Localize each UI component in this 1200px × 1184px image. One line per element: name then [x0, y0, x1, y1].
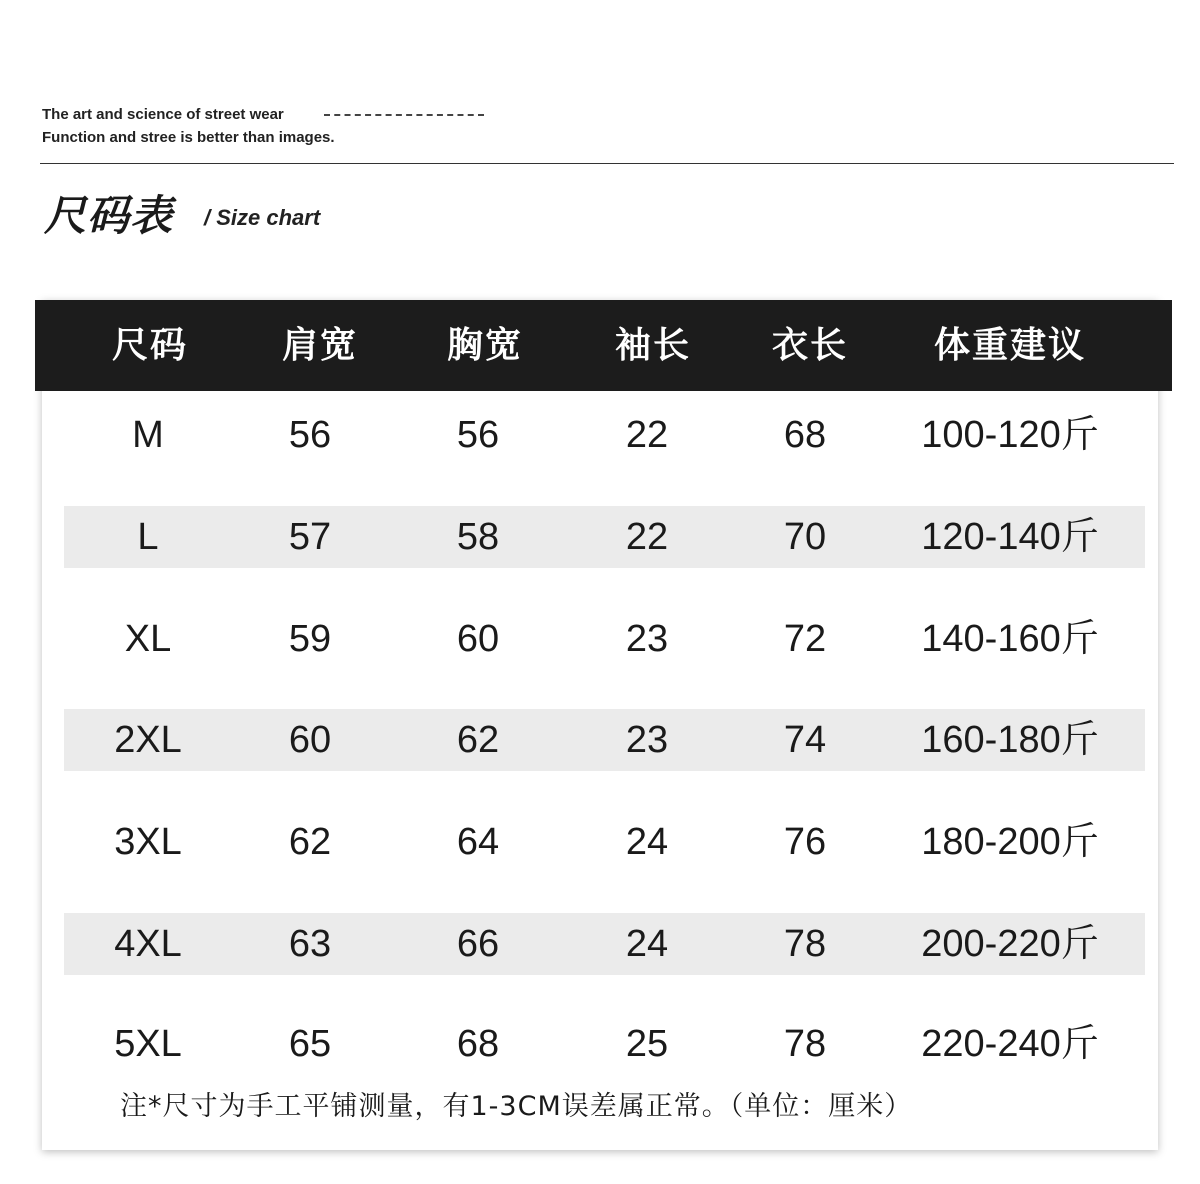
cell-chest: 60	[456, 618, 500, 660]
cell-chest: 58	[456, 516, 500, 558]
cell-sleeve: 24	[625, 923, 669, 965]
cell-shoulder: 56	[288, 414, 332, 456]
cell-sleeve: 22	[625, 414, 669, 456]
table-row	[64, 913, 1145, 975]
table-row	[64, 1013, 1145, 1075]
column-header-length: 衣长	[771, 325, 848, 366]
cell-shoulder: 65	[288, 1023, 332, 1065]
cell-size: XL	[124, 618, 172, 660]
cell-shoulder: 59	[288, 618, 332, 660]
column-header-chest: 胸宽	[446, 325, 523, 366]
cell-size: 5XL	[114, 1023, 182, 1065]
cell-length: 74	[783, 719, 827, 761]
cell-length: 72	[783, 618, 827, 660]
dashed-divider	[324, 114, 484, 116]
column-header-weight: 体重建议	[933, 325, 1086, 366]
cell-size: M	[132, 414, 164, 456]
cell-shoulder: 62	[288, 821, 332, 863]
table-row	[64, 506, 1145, 568]
cell-sleeve: 22	[625, 516, 669, 558]
cell-size: L	[137, 516, 159, 558]
cell-length: 76	[783, 821, 827, 863]
tagline-line-2: Function and stree is better than images.	[42, 129, 335, 146]
column-header-size: 尺码	[111, 325, 188, 366]
cell-size: 3XL	[114, 821, 182, 863]
header-rule	[40, 163, 1174, 164]
cell-sleeve: 23	[625, 719, 669, 761]
cell-sleeve: 23	[625, 618, 669, 660]
cell-weight: 200-220斤	[921, 923, 1099, 965]
cell-length: 70	[783, 516, 827, 558]
cell-length: 68	[783, 414, 827, 456]
table-row	[64, 608, 1145, 670]
cell-sleeve: 24	[625, 821, 669, 863]
table-header	[35, 300, 1172, 391]
cell-shoulder: 57	[288, 516, 332, 558]
cell-chest: 64	[456, 821, 500, 863]
cell-weight: 140-160斤	[921, 618, 1099, 660]
cell-weight: 160-180斤	[921, 719, 1099, 761]
page-title: 尺码表	[44, 191, 174, 240]
page-subtitle: / Size chart	[204, 205, 321, 230]
cell-shoulder: 63	[288, 923, 332, 965]
cell-weight: 100-120斤	[921, 414, 1099, 456]
cell-length: 78	[783, 1023, 827, 1065]
cell-chest: 66	[456, 923, 500, 965]
cell-chest: 68	[456, 1023, 500, 1065]
cell-length: 78	[783, 923, 827, 965]
table-row	[64, 709, 1145, 771]
table-row	[64, 404, 1145, 466]
column-header-sleeve: 袖长	[614, 325, 691, 366]
cell-weight: 180-200斤	[921, 821, 1099, 863]
column-header-shoulder: 肩宽	[281, 325, 358, 366]
cell-chest: 62	[456, 719, 500, 761]
cell-size: 2XL	[114, 719, 182, 761]
cell-weight: 220-240斤	[921, 1023, 1099, 1065]
cell-sleeve: 25	[625, 1023, 669, 1065]
tagline-line-1: The art and science of street wear	[42, 106, 284, 123]
cell-weight: 120-140斤	[921, 516, 1099, 558]
measurement-note: 注*尺寸为手工平铺测量，有1-3CM误差属正常。（单位：厘米）	[120, 1091, 913, 1122]
cell-size: 4XL	[114, 923, 182, 965]
cell-chest: 56	[456, 414, 500, 456]
cell-shoulder: 60	[288, 719, 332, 761]
table-row	[64, 811, 1145, 873]
